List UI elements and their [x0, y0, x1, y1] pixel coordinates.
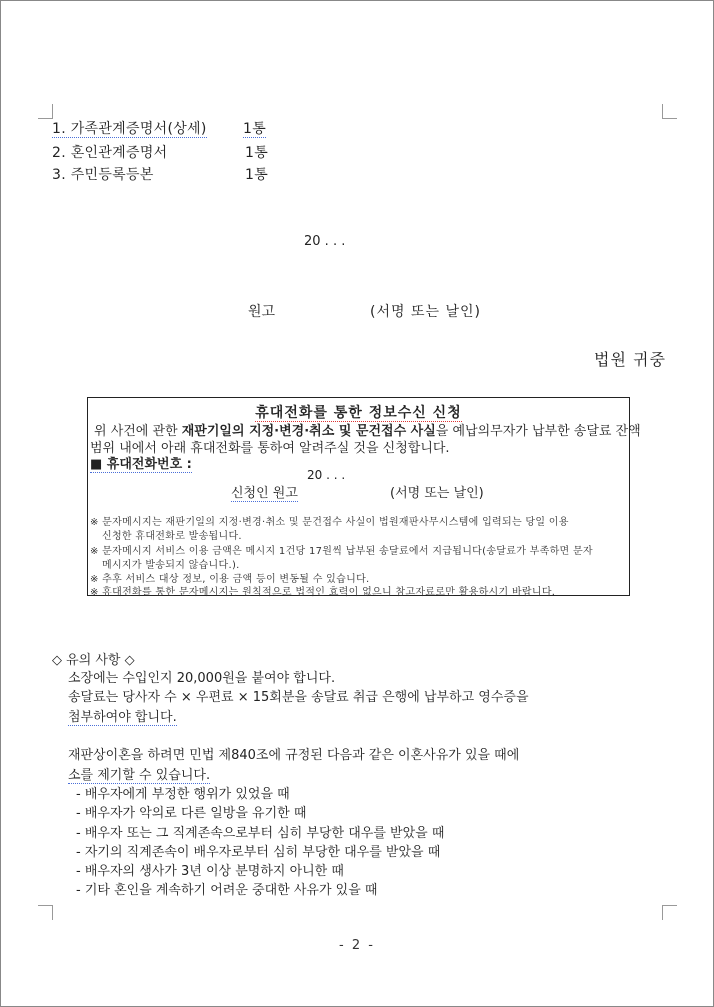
sms-applicant: 신청인 원고 — [231, 486, 298, 501]
notice-list-item: - 자기의 직계존속이 배우자로부터 심히 부당한 대우를 받았을 때 — [76, 845, 441, 860]
date-line: 20 . . . — [304, 234, 346, 249]
notice-list-item: - 배우자에게 부정한 행위가 있었을 때 — [76, 787, 290, 802]
notice-line: 첨부하여야 합니다. — [68, 710, 177, 725]
notice-heading: ◇ 유의 사항 ◇ — [52, 653, 135, 668]
sms-date: 20 . . . — [307, 468, 346, 482]
sms-intro-line1: 위 사건에 관한 재판기일의 지정·변경·취소 및 문건접수 사실을 예납의무자가 납부한 송달료 잔액 — [94, 424, 641, 439]
sms-note: ※ 문자메시지는 재판기일의 지정·변경·취소 및 문건접수 사실이 법원재판사무시스템에 입력되는 당일 이용 — [90, 517, 569, 528]
court-addressee: 법원 귀중 — [594, 350, 666, 369]
attachment-count: 1통 — [245, 145, 269, 161]
notice-list-item: - 배우자가 악의로 다른 일방을 유기한 때 — [76, 806, 307, 821]
sms-note: ※ 문자메시지 서비스 이용 금액은 메시지 1건당 17원씩 납부된 송달료에서 지급됩니다(송달료가 부족하면 문자 — [90, 546, 593, 557]
sms-note: ※ 추후 서비스 대상 정보, 이용 금액 등이 변동될 수 있습니다. — [90, 574, 370, 585]
phone-number-label: ■ 휴대전화번호 : — [90, 457, 192, 472]
notice-list-item: - 배우자 또는 그 직계존속으로부터 심히 부당한 대우를 받았을 때 — [76, 826, 445, 841]
crop-mark-top-right — [662, 104, 677, 119]
crop-mark-bottom-left — [38, 905, 53, 920]
notice-list-item: - 배우자의 생사가 3년 이상 분명하지 아니한 때 — [76, 864, 344, 879]
sms-note: ※ 휴대전화를 통한 문자메시지는 원칙적으로 법적인 효력이 없으니 참고자료로만 활용하시기 바랍니다. — [90, 587, 556, 598]
attachment-item: 1. 가족관계증명서(상세) — [52, 121, 207, 137]
notice-line: 소장에는 수입인지 20,000원을 붙여야 합니다. — [68, 671, 336, 686]
notice-list-item: - 기타 혼인을 계속하기 어려운 중대한 사유가 있을 때 — [76, 883, 378, 898]
notice-line: 소를 제기할 수 있습니다. — [68, 768, 211, 783]
plaintiff-label: 원고 — [248, 304, 276, 320]
sms-note: 메시지가 발송되지 않습니다.). — [102, 560, 240, 571]
sms-application-box — [87, 397, 641, 598]
crop-mark-bottom-right — [662, 905, 677, 920]
notice-line: 재판상이혼을 하려면 민법 제840조에 규정된 다음과 같은 이혼사유가 있을 때에 — [68, 748, 520, 763]
attachment-item: 2. 혼인관계증명서 — [52, 145, 168, 161]
plaintiff-sign: (서명 또는 날인) — [370, 304, 481, 320]
page-number: - 2 - — [339, 938, 375, 953]
attachment-count: 1통 — [243, 121, 267, 137]
attachment-item: 3. 주민등록등본 — [52, 167, 154, 183]
sms-box-title: 휴대전화를 통한 정보수신 신청 — [255, 405, 462, 421]
notice-line: 송달료는 당사자 수 × 우편료 × 15회분을 송달료 취급 은행에 납부하고 영수증을 — [68, 690, 529, 705]
sms-note: 신청한 휴대전화로 발송됩니다. — [102, 531, 242, 542]
crop-mark-top-left — [38, 104, 53, 119]
sms-intro-line2: 범위 내에서 아래 휴대전화를 통하여 알려주실 것을 신청합니다. — [90, 441, 450, 456]
sms-applicant-sign: (서명 또는 날인) — [390, 486, 484, 501]
attachment-count: 1통 — [245, 167, 269, 183]
